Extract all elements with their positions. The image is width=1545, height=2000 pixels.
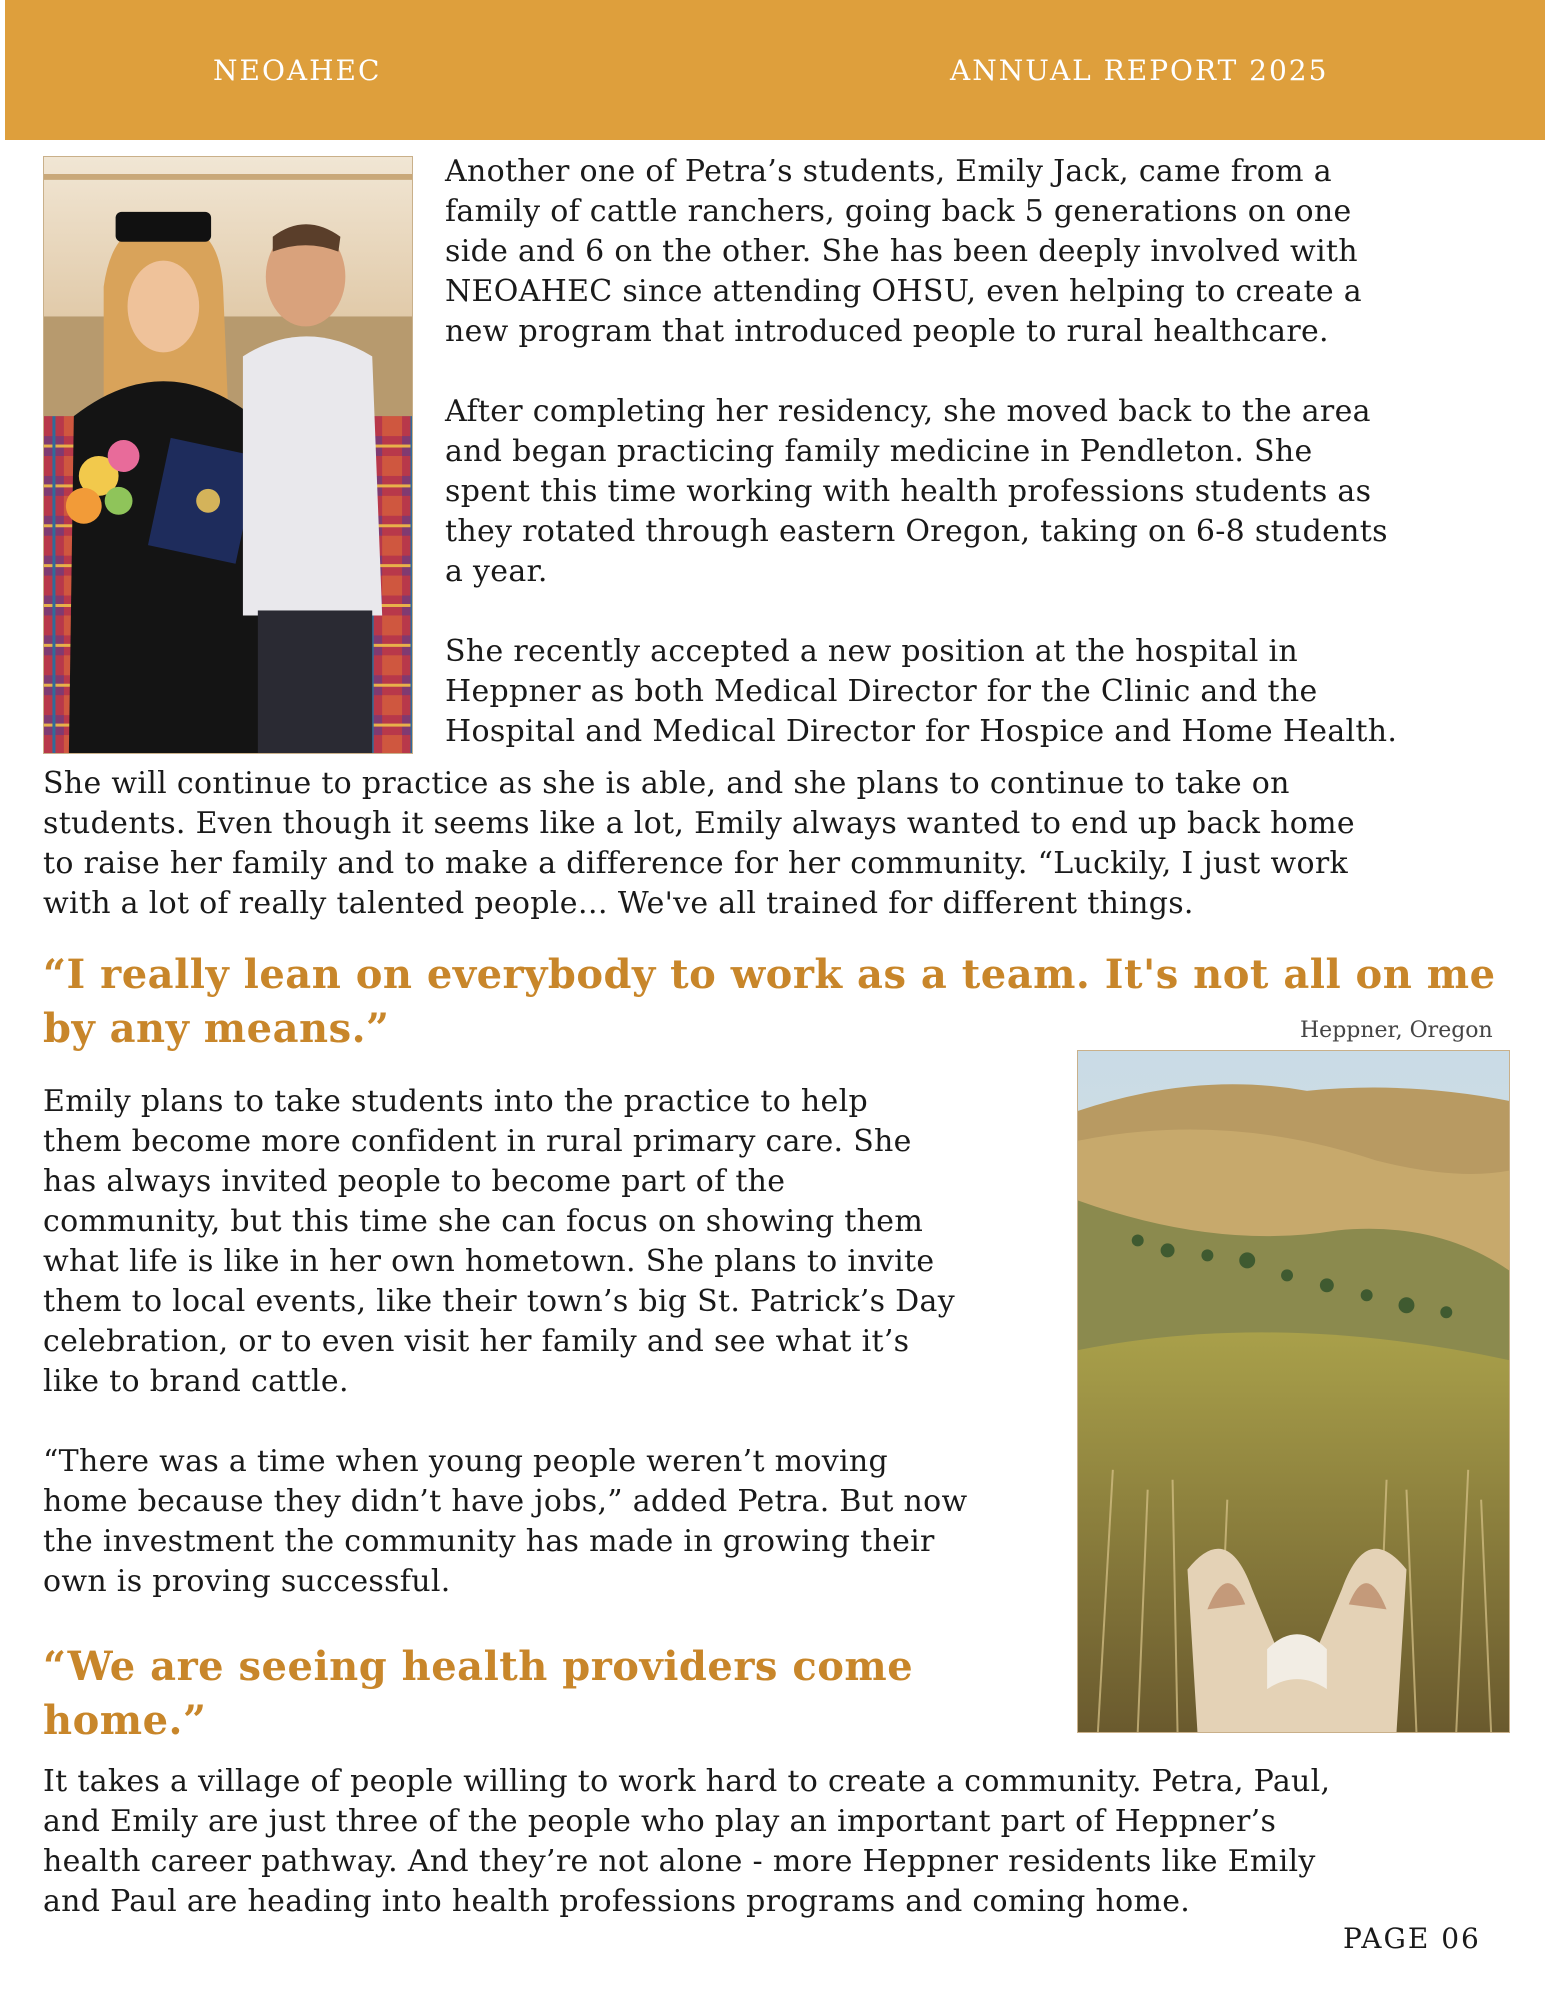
intro-paragraph-3: She recently accepted a new position at the hospital in Heppner as both Medical Director for the Clinic and the Hospital and Medical Director for Hospice and Home Health. xyxy=(445,634,1398,749)
intro-paragraph-2: After completing her residency, she moved back to the area and began practicing family medicine in Pendleton. She spent this time working with health professions students as they rotated through eastern Oregon, taking on 6-8 students a year. xyxy=(445,394,1388,589)
middle-paragraph-2: “There was a time when young people weren’t moving home because they didn’t have jobs,” added Petra. But now the investment the community has made in growing their own is proving successful. xyxy=(43,1444,968,1599)
org-name: NEOAHEC xyxy=(213,54,382,87)
heppner-landscape-photo xyxy=(1077,1050,1510,1733)
graduation-photo xyxy=(43,156,413,754)
pull-quote-providers: “We are seeing health providers come home.” xyxy=(43,1643,914,1744)
closing-paragraph: It takes a village of people willing to work hard to create a community. Petra, Paul, and Emily are just three of the people who play an important part of Heppner’s health career pathway. And they’re not alone - more Heppner residents like Emily and Paul are heading into health professions programs and coming home. xyxy=(43,1764,1331,1919)
intro-paragraph-4: She will continue to practice as she is able, and she plans to continue to take on students. Even though it seems like a lot, Emily always wanted to end up back home to raise her family and to make a difference for her community. “Luckily, I just work with a lot of really talented people… We've all trained for different things. xyxy=(43,766,1355,921)
intro-paragraph-1: Another one of Petra’s students, Emily Jack, came from a family of cattle ranchers, going back 5 generations on one side and 6 on the other. She has been deeply involved with NEOAHEC since attending OHSU, even helping to create a new program that introduced people to rural healthcare. xyxy=(445,154,1362,349)
page-number: PAGE 06 xyxy=(1343,1922,1481,1955)
photo-caption: Heppner, Oregon xyxy=(1300,1018,1493,1043)
pull-quote-team: “I really lean on everybody to work as a team. It's not all on me by any means.” xyxy=(43,951,1496,1052)
middle-paragraph-1: Emily plans to take students into the practice to help them become more confident in rural primary care. She has always invited people to become part of the community, but this time she can focus on showing them what life is like in her own hometown. She plans to invite them to local events, like their town’s big St. Patrick’s Day celebration, or to even visit her family and see what it’s like to brand cattle. xyxy=(43,1084,955,1399)
header-bar xyxy=(5,0,1545,140)
report-title: ANNUAL REPORT 2025 xyxy=(950,54,1329,87)
